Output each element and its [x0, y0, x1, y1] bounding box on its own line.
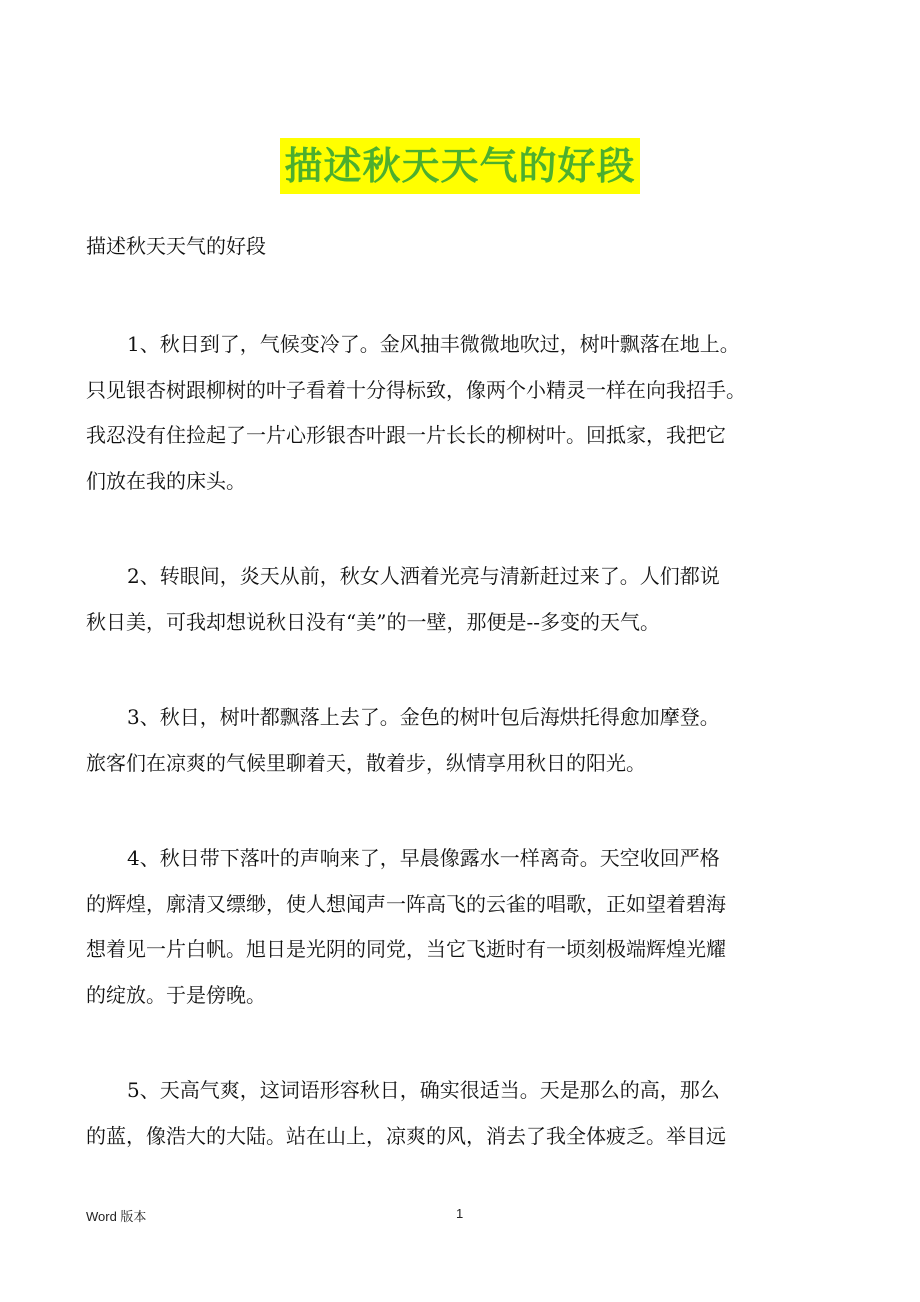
paragraph-line: 旅客们在凉爽的气候里聊着天，散着步，纵情享用秋日的阳光。 — [86, 750, 646, 775]
paragraph-line: 的辉煌，廓清又缥缈，使人想闻声一阵高飞的云雀的唱歌，正如望着碧海 — [86, 891, 726, 916]
document-title: 描述秋天天气的好段 — [280, 138, 639, 194]
document-subtitle: 描述秋天天气的好段 — [86, 234, 266, 258]
paragraph-line: 1、秋日到了，气候变冷了。金风抽丰微微地吹过，树叶飘落在地上。 — [127, 332, 740, 356]
paragraph-5 — [86, 1068, 846, 1159]
footer-label: Word 版本 — [86, 1209, 147, 1224]
paragraph-2 — [86, 554, 846, 645]
paragraph-line: 的绽放。于是傍晚。 — [86, 982, 266, 1007]
paragraph-1 — [86, 322, 846, 504]
title-wrap — [0, 138, 920, 194]
document-body — [86, 322, 846, 1209]
paragraph-line: 只见银杏树跟柳树的叶子看着十分得标致，像两个小精灵一样在向我招手。 — [86, 377, 746, 402]
paragraph-line: 我忍没有住捡起了一片心形银杏叶跟一片长长的柳树叶。回抵家，我把它 — [86, 423, 726, 447]
page-number: 1 — [456, 1206, 464, 1221]
paragraph-line: 想着见一片白帆。旭日是光阴的同党，当它飞逝时有一顷刻极端辉煌光耀 — [86, 937, 726, 961]
paragraph-line: 们放在我的床头。 — [86, 468, 246, 493]
paragraph-line: 5、天高气爽，这词语形容秋日，确实很适当。天是那么的高，那么 — [127, 1078, 720, 1102]
paragraph-line: 2、转眼间，炎天从前，秋女人洒着光亮与清新赶过来了。人们都说 — [127, 564, 720, 588]
paragraph-3 — [86, 695, 846, 786]
paragraph-line: 4、秋日带下落叶的声响来了，早晨像露水一样离奇。天空收回严格 — [127, 846, 720, 870]
paragraph-line: 的蓝，像浩大的大陆。站在山上，凉爽的风，消去了我全体疲乏。举目远 — [86, 1123, 726, 1148]
paragraph-4 — [86, 836, 846, 1018]
paragraph-line: 秋日美，可我却想说秋日没有“美”的一壁，那便是--多变的天气。 — [86, 609, 660, 634]
paragraph-line: 3、秋日，树叶都飘落上去了。金色的树叶包后海烘托得愈加摩登。 — [127, 705, 720, 729]
